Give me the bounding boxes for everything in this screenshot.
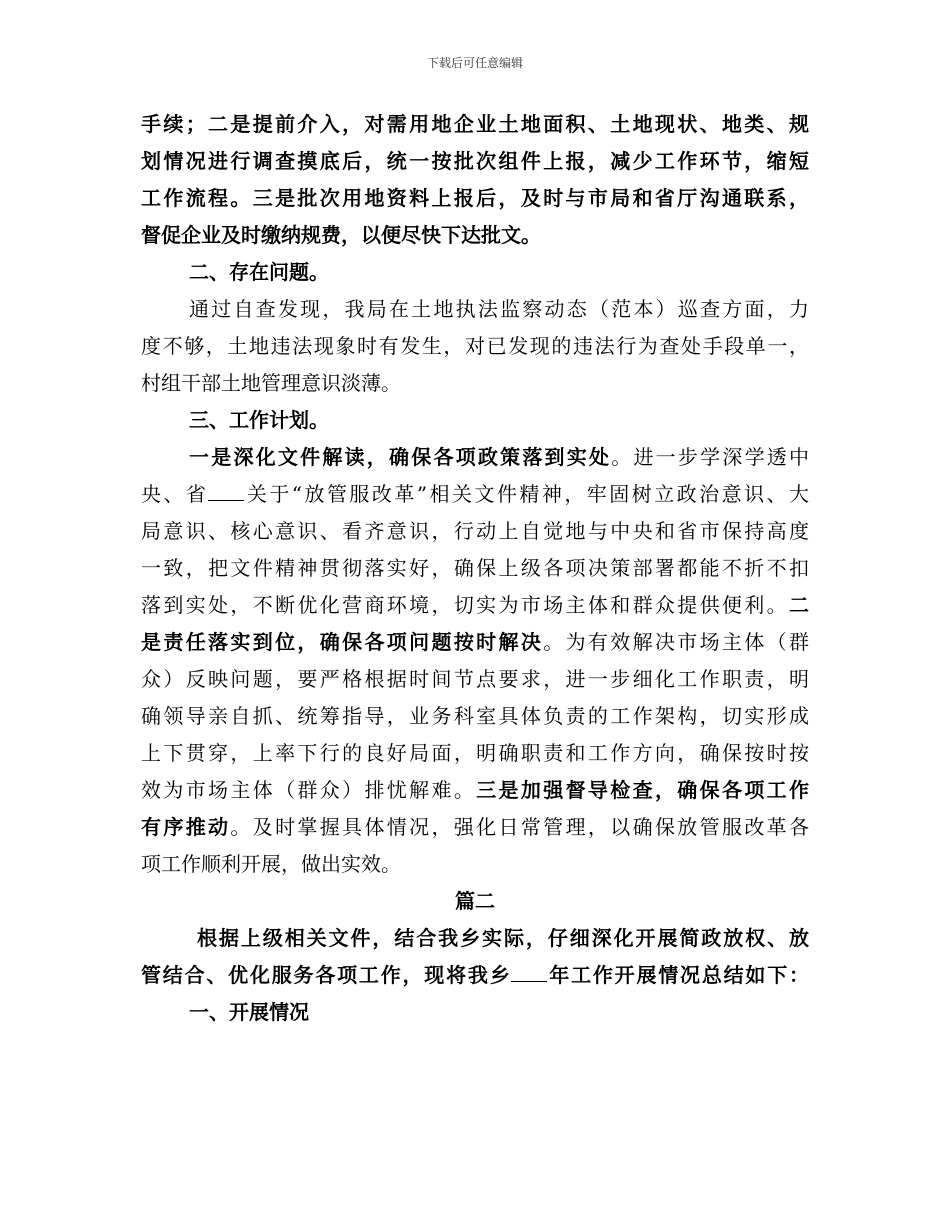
text-line: 一致，把文件精神贯彻落实好，确保上级各项决策部署都能不折不扣 <box>141 556 809 580</box>
text-line <box>141 624 809 661</box>
section-title-part2: 篇二 <box>455 889 495 913</box>
bold-phrase: 一是深化文件解读，确保各项政策落到实处 <box>189 445 612 469</box>
text-span: 落到实处，不断优化营商环境，切实为市场主体和群众提供便利。 <box>141 593 789 617</box>
text-span: 。进一步学深学透中 <box>611 445 810 469</box>
section-heading-progress: 一、开展情况 <box>189 1000 309 1024</box>
text-line: 度不够，土地违法现象时有发生，对已发现的违法行为查处手段单一， <box>141 334 809 358</box>
text-line: 村组干部土地管理意识淡薄。 <box>141 371 401 395</box>
fill-blank <box>208 484 244 501</box>
text-line <box>141 439 809 476</box>
bold-phrase: 二 <box>789 593 809 617</box>
text-line: 上下贯穿，上率下行的良好局面，明确职责和工作方向，确保按时按 <box>141 741 809 765</box>
page-header: 下载后可任意编辑 <box>426 56 523 70</box>
text-line <box>141 809 809 846</box>
text-line <box>141 772 809 809</box>
text-line: 局意识、核心意识、看齐意识，行动上自觉地与中央和省市保持高度 <box>141 519 809 543</box>
text-span: 。为有效解决市场主体（群 <box>543 630 810 654</box>
text-span: 年工作开展情况总结如下： <box>547 963 810 987</box>
text-line <box>141 587 809 624</box>
section-heading-plan: 三、工作计划。 <box>189 408 329 432</box>
text-line: 根据上级相关文件，结合我乡实际，仔细深化开展简政放权、放 <box>197 926 809 950</box>
text-line <box>141 476 809 513</box>
text-line: 确领导亲自抓、统筹指导，业务科室具体负责的工作架构，切实形成 <box>141 704 809 728</box>
text-line <box>141 957 809 994</box>
text-span: 。及时掌握具体情况，强化日常管理，以确保放管服改革各 <box>230 815 810 839</box>
text-span: 管结合、优化服务各项工作，现将我乡 <box>141 963 512 987</box>
text-span: 央、省 <box>141 482 209 506</box>
text-line: 通过自查发现，我局在土地执法监察动态（范本）巡查方面，力 <box>189 297 809 321</box>
text-line: 手续；二是提前介入，对需用地企业土地面积、土地现状、地类、规 <box>141 112 809 136</box>
bold-phrase: 有序推动 <box>141 815 231 839</box>
text-line: 工作流程。三是批次用地资料上报后，及时与市局和省厅沟通联系， <box>141 186 809 210</box>
bold-phrase: 是责任落实到位，确保各项问题按时解决 <box>141 630 544 654</box>
bold-phrase: 三是加强督导检查，确保各项工作 <box>476 778 810 802</box>
text-span: 关于“放管服改革”相关文件精神，牢固树立政治意识、大 <box>244 482 810 506</box>
section-heading-problems: 二、存在问题。 <box>189 260 329 284</box>
text-line: 项工作顺利开展，做出实效。 <box>141 852 401 876</box>
document-body <box>141 106 809 1031</box>
text-line: 划情况进行调查摸底后，统一按批次组件上报，减少工作环节，缩短 <box>141 149 809 173</box>
fill-blank <box>511 965 547 982</box>
text-line: 督促企业及时缴纳规费，以便尽快下达批文。 <box>141 223 541 247</box>
text-span: 效为市场主体（群众）排忧解难。 <box>141 778 477 802</box>
text-line: 众）反映问题，要严格根据时间节点要求，进一步细化工作职责，明 <box>141 667 809 691</box>
